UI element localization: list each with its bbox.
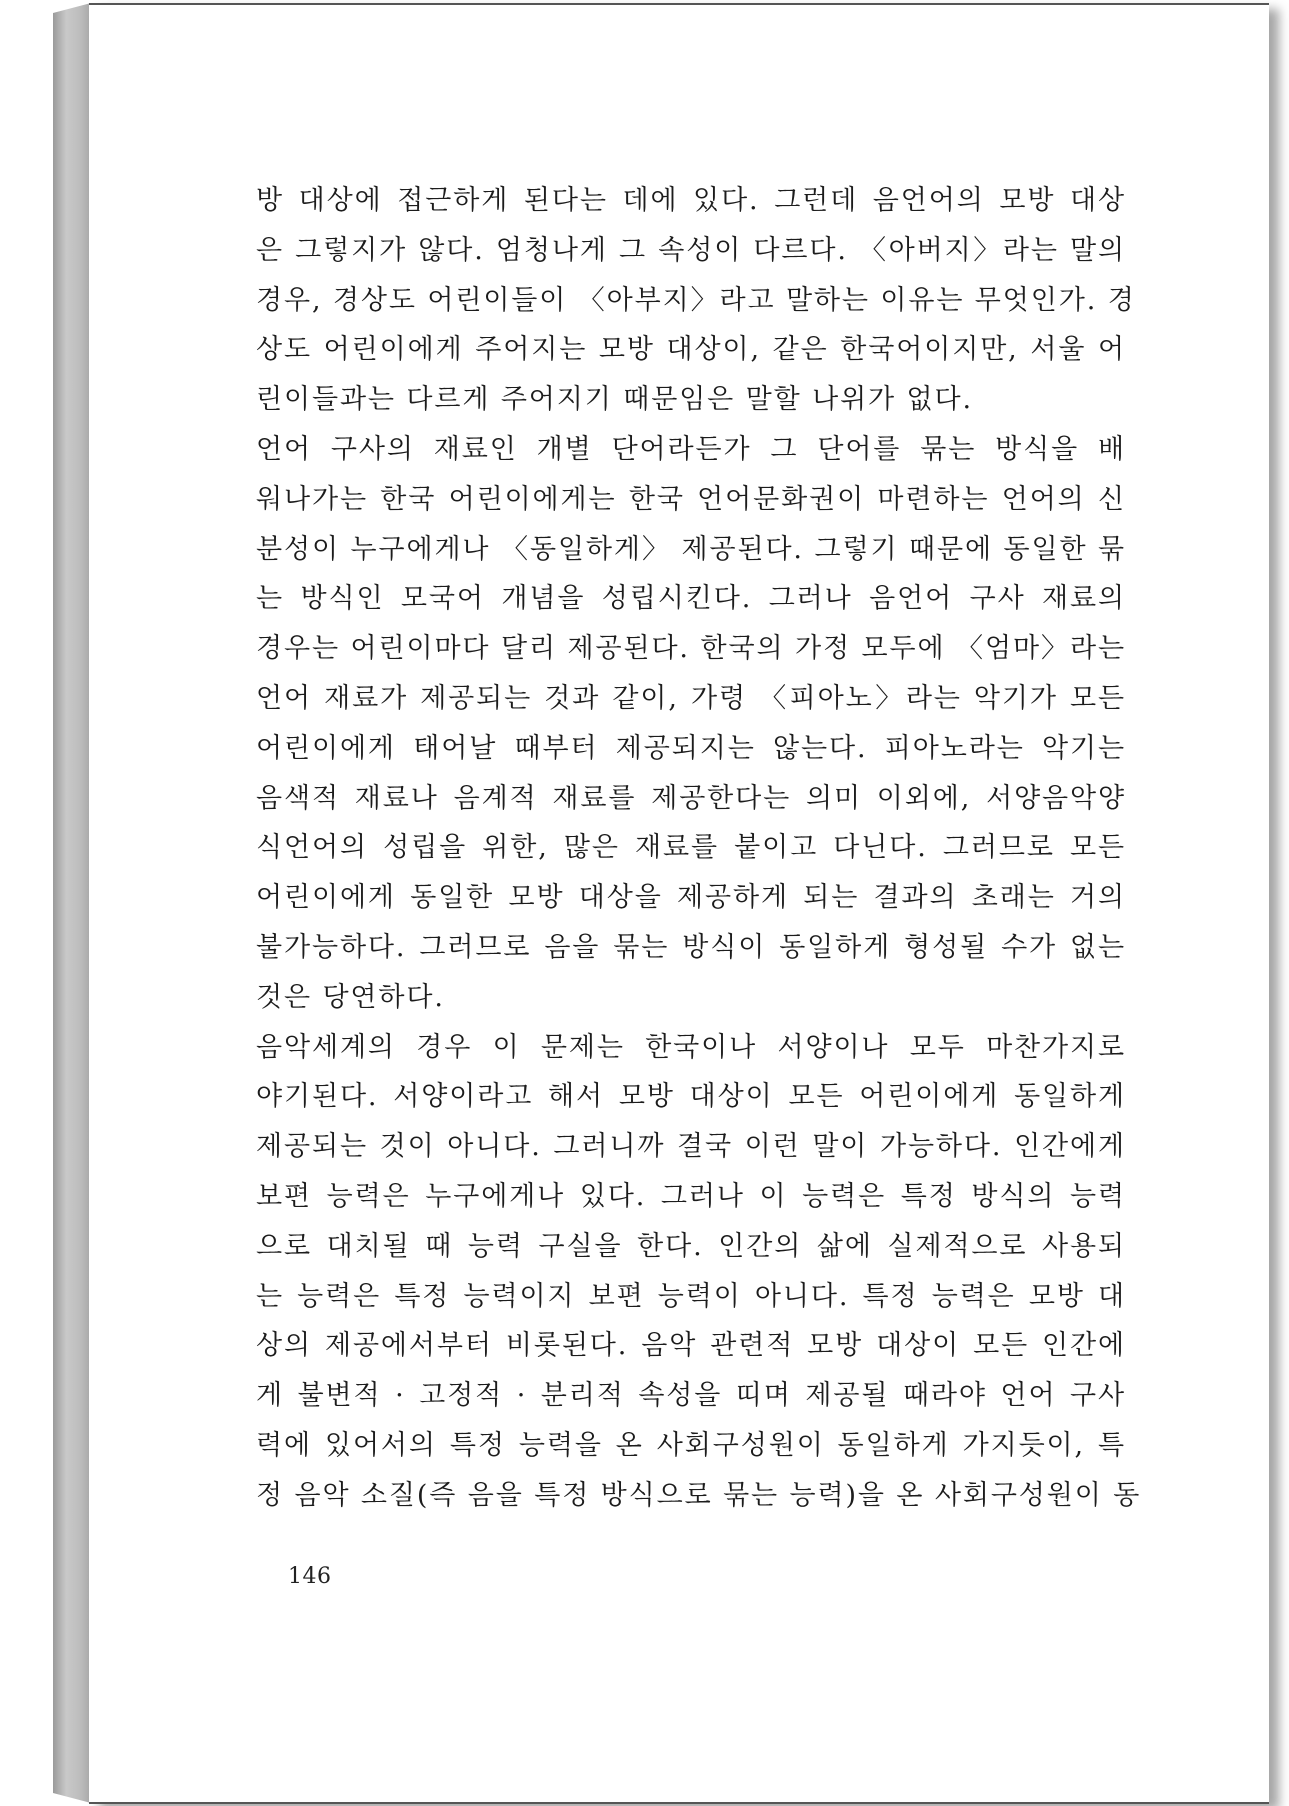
- text-line-14: 식언어의 성립을 위한, 많은 재료를 붙이고 다닌다. 그러므로 모든: [256, 832, 1126, 864]
- text-line-11: 언어 재료가 제공되는 것과 같이, 가령 〈피아노〉라는 악기가 모든: [256, 682, 1126, 714]
- text-line-18: 음악세계의 경우 이 문제는 한국이나 서양이나 모두 마찬가지로: [256, 1031, 1126, 1063]
- text-line-13: 음색적 재료나 음계적 재료를 제공한다는 의미 이외에, 서양음악양: [256, 782, 1126, 814]
- text-line-9: 는 방식인 모국어 개념을 성립시킨다. 그러나 음언어 구사 재료의: [256, 583, 1126, 615]
- text-line-12: 어린이에게 태어날 때부터 제공되지는 않는다. 피아노라는 악기는: [256, 732, 1126, 764]
- text-line-24: 상의 제공에서부터 비롯된다. 음악 관련적 모방 대상이 모든 인간에: [256, 1330, 1126, 1362]
- text-line-8: 분성이 누구에게나 〈동일하게〉 제공된다. 그렇기 때문에 동일한 묶: [256, 533, 1126, 565]
- text-line-5: 린이들과는 다르게 주어지기 때문임은 말할 나위가 없다.: [256, 384, 973, 416]
- text-line-16: 불가능하다. 그러므로 음을 묶는 방식이 동일하게 형성될 수가 없는: [256, 931, 1126, 963]
- text-line-22: 으로 대치될 때 능력 구실을 한다. 인간의 삶에 실제적으로 사용되: [256, 1230, 1126, 1262]
- text-line-17: 것은 당연하다.: [256, 981, 445, 1013]
- text-line-25: 게 불변적 · 고정적 · 분리적 속성을 띠며 제공될 때라야 언어 구사: [256, 1380, 1126, 1412]
- book-spine-edge: [53, 3, 91, 1803]
- text-line-27: 정 음악 소질(즉 음을 특정 방식으로 묶는 능력)을 온 사회구성원이 동: [256, 1479, 1142, 1511]
- text-line-1: 방 대상에 접근하게 된다는 데에 있다. 그런데 음언어의 모방 대상: [256, 185, 1126, 216]
- page-number: 146: [288, 1564, 332, 1589]
- text-line-23: 는 능력은 특정 능력이지 보편 능력이 아니다. 특정 능력은 모방 대: [256, 1280, 1126, 1312]
- text-line-20: 제공되는 것이 아니다. 그러니까 결국 이런 말이 가능하다. 인간에게: [256, 1131, 1126, 1163]
- text-line-6: 언어 구사의 재료인 개별 단어라든가 그 단어를 묶는 방식을 배: [256, 433, 1126, 465]
- text-line-3: 경우, 경상도 어린이들이 〈아부지〉라고 말하는 이유는 무엇인가. 경: [256, 284, 1136, 316]
- text-line-2: 은 그렇지가 않다. 엄청나게 그 속성이 다르다. 〈아버지〉라는 말의: [256, 234, 1126, 266]
- text-line-7: 워나가는 한국 어린이에게는 한국 언어문화권이 마련하는 언어의 신: [256, 483, 1126, 515]
- text-line-4: 상도 어린이에게 주어지는 모방 대상이, 같은 한국어이지만, 서울 어: [256, 334, 1126, 366]
- text-line-26: 력에 있어서의 특정 능력을 온 사회구성원이 동일하게 가지듯이, 특: [256, 1429, 1126, 1461]
- text-line-21: 보편 능력은 누구에게나 있다. 그러나 이 능력은 특정 방식의 능력: [256, 1180, 1126, 1212]
- page-body-text: [256, 176, 1142, 1521]
- text-line-19: 야기된다. 서양이라고 해서 모방 대상이 모든 어린이에게 동일하게: [256, 1081, 1126, 1113]
- text-line-15: 어린이에게 동일한 모방 대상을 제공하게 되는 결과의 초래는 거의: [256, 882, 1126, 914]
- text-line-10: 경우는 어린이마다 달리 제공된다. 한국의 가정 모두에 〈엄마〉라는: [256, 633, 1126, 665]
